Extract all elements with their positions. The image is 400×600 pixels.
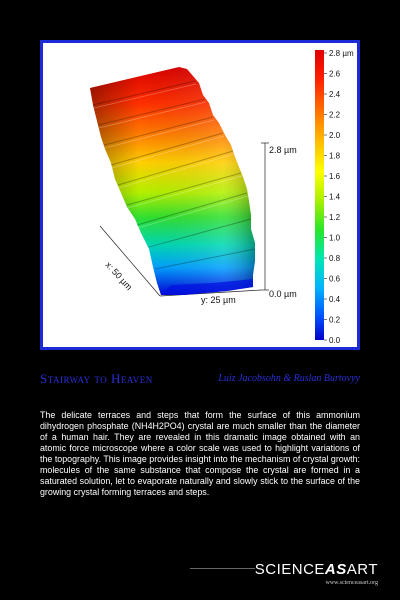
colorbar-tick-label: 0.8: [329, 254, 341, 263]
colorbar-tick-label: 2.6: [329, 69, 341, 79]
colorbar-tick-label: 2.2: [329, 110, 341, 120]
figure-frame: [40, 40, 360, 350]
colorbar-tick-label: 0.0: [329, 336, 341, 345]
z-bottom-label: 0.0 µm: [269, 289, 297, 299]
z-top-label: 2.8 µm: [269, 145, 297, 155]
brand-science: SCIENCE: [254, 561, 325, 578]
brand-art: ART: [346, 561, 378, 578]
colorbar-tick-label: 0.6: [329, 274, 341, 284]
footer-rule: [190, 568, 255, 569]
colorbar-ticks: [324, 49, 354, 345]
brand-logo: [255, 561, 378, 578]
colorbar-tick-label: 1.8: [329, 151, 341, 161]
colorbar-tick-label: 1.6: [329, 172, 341, 181]
colorbar-tick-label: 2.8 µm: [329, 49, 354, 58]
x-axis-label: x: 50 µm: [103, 259, 135, 293]
caption-header: [40, 371, 360, 391]
artwork-title: Stairway to Heaven: [40, 371, 153, 386]
brand-url: www.scienceasart.org: [325, 580, 378, 586]
colorbar-tick-label: 2.0: [329, 131, 341, 140]
colorbar-tick-label: 0.4: [329, 295, 341, 304]
y-axis-label: y: 25 µm: [201, 295, 236, 305]
artwork-authors: Luiz Jacobsohn & Ruslan Burtovyy: [218, 373, 360, 384]
afm-surface-image: [43, 43, 357, 347]
colorbar: [315, 50, 324, 340]
colorbar-tick-label: 1.2: [329, 213, 341, 222]
afm-plot: [43, 43, 357, 347]
colorbar-tick-label: 1.0: [329, 233, 341, 243]
crystal-surface: [90, 67, 255, 295]
brand-as: AS: [324, 561, 347, 578]
colorbar-tick-label: 2.4: [329, 90, 341, 99]
artwork-description: The delicate terraces and steps that form the surface of this ammonium dihydrogen phosphate (NH4H2PO4) crystal are much smaller than the diameter of a human hair. They are revealed in this dramatic image obtained with an atomic force microscope where a color scale was used to highlight variations of the topography. This image provides insight into the mechanism of crystal growth: molecules of the same substance that compose the crystal are formed in a saturated solution, let to evaporate naturally and slowly stick to the surface of the growing crystal forming terraces and steps.: [40, 410, 360, 497]
colorbar-tick-label: 0.2: [329, 315, 341, 325]
colorbar-tick-label: 1.4: [329, 192, 341, 202]
